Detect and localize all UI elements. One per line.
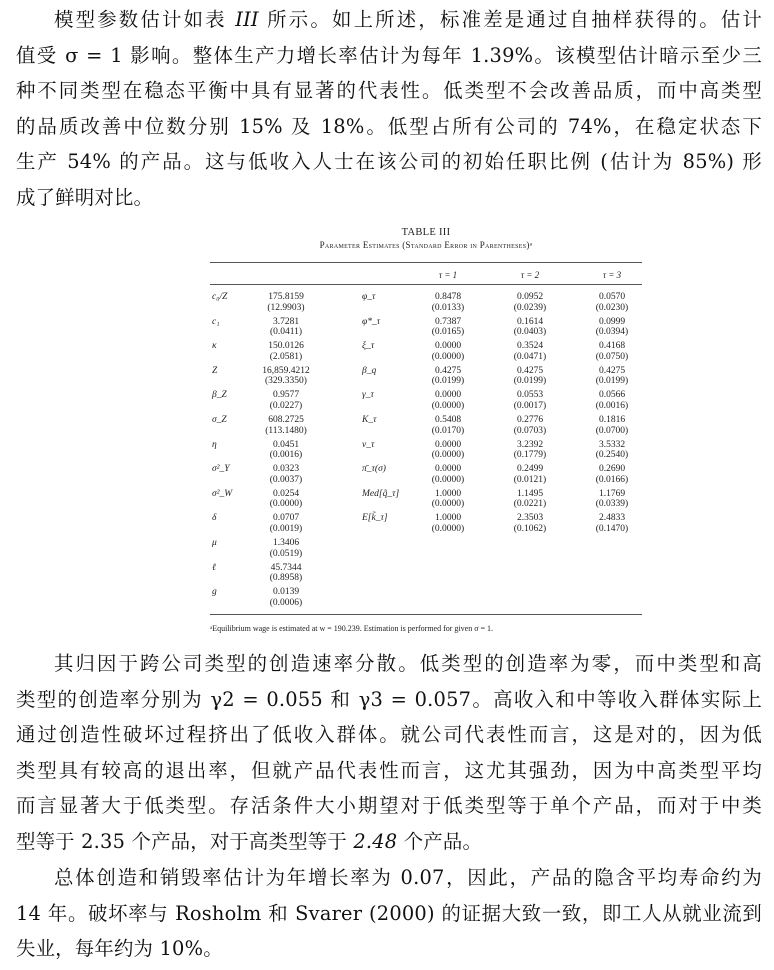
right-param-estimate: 0.0566 bbox=[598, 390, 626, 401]
right-param-estimate: 0.1614 bbox=[516, 316, 544, 327]
left-param-symbol: δ bbox=[212, 513, 217, 524]
right-param-estimate: 0.2690 bbox=[598, 464, 626, 475]
right-param-symbol: φ_τ bbox=[362, 292, 376, 302]
right-param-stderr: (0.0199) bbox=[431, 376, 465, 387]
left-param-estimate: 45.7344 bbox=[270, 562, 302, 573]
left-param-estimate: 608.2725 bbox=[268, 415, 304, 425]
left-param-symbol: c₀/Z bbox=[212, 292, 228, 302]
left-param-estimate: 1.3406 bbox=[272, 538, 300, 548]
para1-line-4: 的品质改善中位数分别 15% 及 18%。低型占所有公司的 74%，在稳定状态下 bbox=[16, 114, 762, 138]
col-header-tau-1: τ = 1 bbox=[438, 270, 458, 280]
right-param-symbol: ξ_τ bbox=[362, 341, 375, 352]
right-param-estimate: 0.0000 bbox=[434, 464, 462, 475]
para1-line-1: 模型参数估计如表 III 所示。如上所述，标准差是通过自抽样获得的。估计 bbox=[54, 8, 763, 31]
left-param-symbol: g bbox=[212, 587, 217, 598]
left-param-stderr: (0.0006) bbox=[269, 597, 303, 608]
left-param-symbol: κ bbox=[212, 341, 217, 352]
right-param-stderr: (0.0230) bbox=[595, 302, 629, 313]
para2-line-4: 类型具有较高的退出率，但就产品代表性而言，这尤其强劲，因为中高类型平均 bbox=[16, 758, 762, 782]
left-param-stderr: (2.0581) bbox=[269, 351, 303, 362]
right-param-stderr: (0.0170) bbox=[431, 425, 465, 436]
table-footnote: ᵃEquilibrium wage is estimated at w = 190.239. Estimation is performed for given σ = 1. bbox=[210, 624, 494, 633]
right-param-estimate: 1.0000 bbox=[434, 513, 462, 524]
right-param-estimate: 1.0000 bbox=[434, 488, 462, 499]
right-param-estimate: 0.3524 bbox=[516, 341, 544, 352]
left-param-symbol: Z bbox=[212, 365, 218, 376]
right-param-estimate: 0.4275 bbox=[434, 365, 462, 376]
para1-line-5: 生产 54% 的产品。这与低收入人士在该公司的初始任职比例 (估计为 85%) 形 bbox=[16, 150, 762, 174]
right-param-symbol: E[k̃_τ] bbox=[362, 513, 388, 524]
left-param-estimate: 175.8159 bbox=[268, 292, 304, 302]
right-param-stderr: (0.0000) bbox=[431, 351, 465, 362]
para3-line-2: 14 年。破坏率与 Rosholm 和 Svarer (2000) 的证据大致一致，即工人从就业流到 bbox=[16, 901, 762, 925]
right-param-estimate: 3.2392 bbox=[516, 439, 544, 450]
left-param-symbol: σ²_Y bbox=[212, 464, 230, 475]
para3-line-3: 失业，每年约为 10%。 bbox=[16, 937, 223, 961]
right-param-stderr: (0.1062) bbox=[513, 523, 547, 534]
left-param-symbol: σ_Z bbox=[212, 415, 227, 425]
left-param-estimate: 16,859.4212 bbox=[262, 365, 310, 376]
right-param-stderr: (0.0199) bbox=[513, 376, 547, 387]
right-param-stderr: (0.0016) bbox=[595, 400, 629, 411]
right-param-estimate: 0.0000 bbox=[434, 439, 462, 450]
right-param-estimate: 2.3503 bbox=[516, 513, 544, 524]
right-param-estimate: 0.1816 bbox=[598, 415, 626, 425]
left-param-estimate: 0.0451 bbox=[272, 439, 300, 450]
right-param-symbol: φ*_τ bbox=[362, 316, 381, 327]
para2-line-6: 型等于 2.35 个产品，对于高类型等于 2.48 个产品。 bbox=[16, 829, 483, 853]
left-param-stderr: (113.1480) bbox=[265, 425, 307, 436]
right-param-stderr: (0.0700) bbox=[595, 425, 629, 436]
para1-line-3: 种不同类型在稳态平衡中具有显著的代表性。低类型不会改善品质，而中高类型 bbox=[16, 79, 762, 103]
right-param-estimate: 0.7387 bbox=[434, 316, 462, 327]
left-param-stderr: (0.0411) bbox=[269, 327, 303, 338]
right-param-estimate: 0.0570 bbox=[598, 292, 626, 302]
right-param-symbol: γ_τ bbox=[362, 390, 374, 401]
left-param-stderr: (329.3350) bbox=[265, 376, 307, 387]
left-param-stderr: (0.0000) bbox=[269, 499, 303, 510]
table-top-rule bbox=[210, 262, 642, 263]
right-param-estimate: 0.4275 bbox=[598, 365, 626, 376]
para1-line-2: 值受 σ = 1 影响。整体生产力增长率估计为每年 1.39%。该模型估计暗示至少三 bbox=[16, 43, 762, 67]
para2-line-5: 而言显著大于低类型。存活条件大小期望对于低类型等于单个产品，而对于中类 bbox=[16, 794, 762, 818]
right-param-stderr: (0.0166) bbox=[595, 474, 629, 485]
right-param-estimate: 0.4275 bbox=[516, 365, 544, 376]
right-param-stderr: (0.0403) bbox=[513, 327, 547, 338]
left-param-estimate: 0.0323 bbox=[272, 464, 300, 475]
right-param-estimate: 0.0952 bbox=[516, 292, 544, 302]
col-header-tau-3: τ = 3 bbox=[602, 270, 622, 280]
left-param-stderr: (0.0019) bbox=[269, 523, 303, 534]
right-param-stderr: (0.0017) bbox=[513, 400, 547, 411]
left-param-estimate: 0.0707 bbox=[272, 513, 300, 524]
para2-line-3: 通过创造性破坏过程挤出了低收入群体。就公司代表性而言，这是对的，因为低 bbox=[16, 723, 762, 747]
right-param-stderr: (0.0703) bbox=[513, 425, 547, 436]
left-param-stderr: (0.0037) bbox=[269, 474, 303, 485]
left-param-stderr: (0.0016) bbox=[269, 450, 303, 461]
right-param-stderr: (0.0394) bbox=[595, 327, 629, 338]
left-param-symbol: σ²_W bbox=[212, 488, 233, 499]
left-param-symbol: η bbox=[212, 439, 217, 450]
left-param-stderr: (0.8958) bbox=[269, 573, 303, 584]
right-param-symbol: β_q bbox=[362, 365, 377, 376]
right-param-stderr: (0.0339) bbox=[595, 499, 629, 510]
right-param-estimate: 1.1769 bbox=[598, 488, 626, 499]
right-param-estimate: 0.0999 bbox=[598, 316, 626, 327]
right-param-symbol: π̄_τ(σ) bbox=[362, 464, 386, 475]
col-header-tau-2: τ = 2 bbox=[520, 270, 540, 280]
right-param-stderr: (0.0471) bbox=[513, 351, 547, 362]
right-param-estimate: 0.0000 bbox=[434, 390, 462, 401]
left-param-estimate: 0.9577 bbox=[272, 390, 300, 401]
left-param-symbol: β_Z bbox=[212, 390, 227, 401]
right-param-stderr: (0.0000) bbox=[431, 474, 465, 485]
para3-line-1: 总体创造和销毁率估计为年增长率为 0.07，因此，产品的隐含平均寿命约为 bbox=[54, 866, 762, 889]
right-param-stderr: (0.1779) bbox=[513, 450, 547, 461]
right-param-stderr: (0.0000) bbox=[431, 499, 465, 510]
right-param-stderr: (0.0199) bbox=[595, 376, 629, 387]
table-header-rule bbox=[210, 284, 642, 285]
left-param-stderr: (0.0519) bbox=[269, 548, 303, 559]
right-param-stderr: (0.0239) bbox=[513, 302, 547, 313]
left-param-symbol: μ bbox=[212, 538, 217, 548]
left-param-stderr: (0.0227) bbox=[269, 400, 303, 411]
right-param-symbol: Med[q̃_τ] bbox=[362, 488, 400, 499]
right-param-symbol: ν_τ bbox=[362, 439, 375, 450]
right-param-estimate: 1.1495 bbox=[516, 488, 544, 499]
right-param-estimate: 2.4833 bbox=[598, 513, 626, 524]
right-param-stderr: (0.2540) bbox=[595, 450, 629, 461]
left-param-stderr: (12.9903) bbox=[267, 302, 305, 313]
right-param-stderr: (0.0750) bbox=[595, 351, 629, 362]
right-param-estimate: 0.2776 bbox=[516, 415, 544, 425]
right-param-stderr: (0.0000) bbox=[431, 450, 465, 461]
left-param-estimate: 3.7281 bbox=[272, 316, 300, 327]
right-param-symbol: K_τ bbox=[362, 415, 377, 425]
right-param-stderr: (0.0133) bbox=[431, 302, 465, 313]
right-param-stderr: (0.0000) bbox=[431, 400, 465, 411]
para2-line-1: 其归因于跨公司类型的创造速率分散。低类型的创造率为零，而中类型和高 bbox=[54, 652, 762, 675]
right-param-estimate: 0.8478 bbox=[434, 292, 462, 302]
right-param-stderr: (0.0221) bbox=[513, 499, 547, 510]
para2-line-2: 类型的创造率分别为 γ2 = 0.055 和 γ3 = 0.057。高收入和中等收入群体实际上 bbox=[16, 687, 762, 711]
left-param-estimate: 0.0254 bbox=[272, 488, 300, 499]
table-title: TABLE III bbox=[401, 227, 451, 238]
table-bottom-rule bbox=[210, 614, 642, 615]
right-param-stderr: (0.0000) bbox=[431, 523, 465, 534]
right-param-estimate: 0.0553 bbox=[516, 390, 544, 401]
right-param-stderr: (0.0165) bbox=[431, 327, 465, 338]
right-param-estimate: 0.5408 bbox=[434, 415, 462, 425]
right-param-estimate: 0.4168 bbox=[598, 341, 626, 352]
left-param-estimate: 150.0126 bbox=[268, 341, 304, 352]
right-param-estimate: 3.5332 bbox=[598, 439, 626, 450]
table-iii bbox=[210, 226, 642, 633]
right-param-estimate: 0.2499 bbox=[516, 464, 544, 475]
left-param-symbol: c₁ bbox=[212, 316, 220, 327]
right-param-stderr: (0.1470) bbox=[595, 523, 629, 534]
paragraph-2 bbox=[16, 646, 762, 860]
table-subtitle: Parameter Estimates (Standard Error in Parentheses)ᵃ bbox=[319, 240, 533, 250]
paragraph-3 bbox=[16, 860, 762, 967]
right-param-stderr: (0.0121) bbox=[513, 474, 547, 485]
left-param-estimate: 0.0139 bbox=[272, 587, 300, 598]
paragraph-1 bbox=[16, 2, 762, 216]
right-param-estimate: 0.0000 bbox=[434, 341, 462, 352]
para1-line-6: 成了鲜明对比。 bbox=[16, 185, 154, 209]
left-param-symbol: ℓ bbox=[212, 562, 216, 573]
